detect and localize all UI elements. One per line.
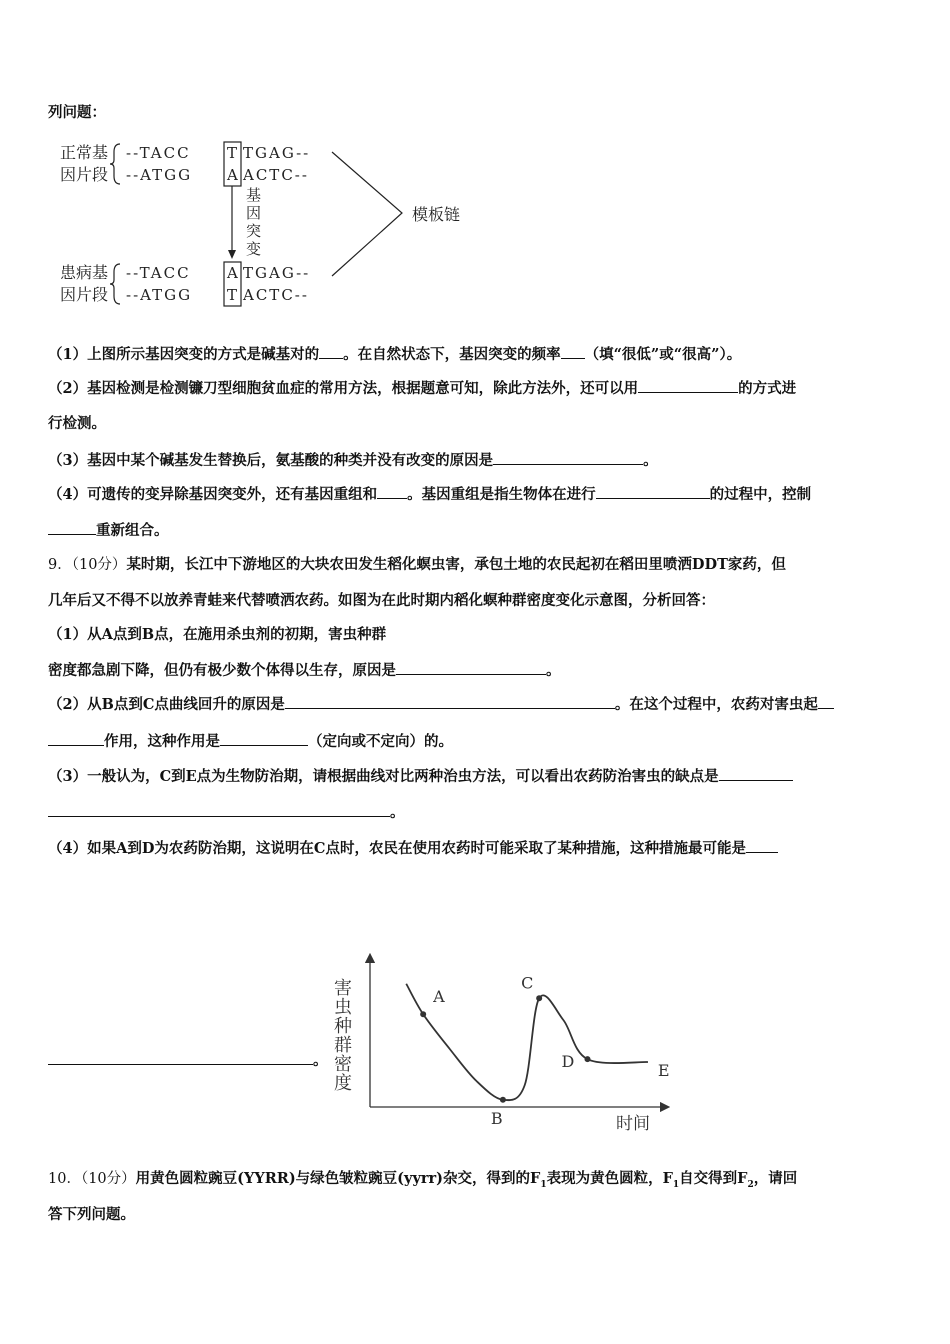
- blank[interactable]: [319, 344, 343, 359]
- disease-label-2: 因片段: [60, 285, 109, 304]
- disease-top-tail: TGAG--: [243, 264, 311, 282]
- template-pointer: [332, 152, 402, 276]
- q9-stem-line1: 9．（10分）某时期，长江中下游地区的大块农田发生稻化螟虫害，承包土地的农民起初在稻田里喷洒DDT家药，但: [48, 556, 786, 573]
- q9-part4: （4）如果A到D为农药防治期，这说明在C点时，农民在使用农药时可能采取了某种措施，这种措施最可能是: [48, 838, 778, 859]
- blank[interactable]: [719, 766, 793, 781]
- q10-stem-line1: 10．（10分）用黄色圆粒豌豆(YYRR)与绿色皱粒豌豆(yyrr)杂交，得到的$F_1$表现为黄色圆粒，$F_1$自交得到$F_2$，请回: [48, 1170, 798, 1190]
- point-label-e: E: [657, 1061, 670, 1081]
- point-label-a: A: [433, 987, 445, 1007]
- pest-density-chart: [330, 952, 670, 1137]
- q8-part1: （1）上图所示基因突变的方式是碱基对的 。在自然状态下，基因突变的频率 （填“很低”或“很高”）。: [48, 346, 742, 363]
- blank[interactable]: [638, 378, 738, 393]
- disease-top-box-base: A: [227, 264, 240, 282]
- disease-bottom-tail: ACTC--: [243, 286, 309, 304]
- normal-top-strand: --TACC: [126, 144, 191, 162]
- template-label: 模板链: [412, 205, 461, 224]
- point-label-c: C: [521, 973, 534, 993]
- q9-part3-cont: 。: [48, 802, 405, 823]
- point-label-b: B: [490, 1108, 503, 1128]
- q10-stem-line2: 答下列问题。: [48, 1206, 135, 1223]
- q8-part3: （3）基因中某个碱基发生替换后，氨基酸的种类并没有改变的原因是 。: [48, 452, 658, 469]
- normal-bottom-box-base: A: [227, 166, 240, 184]
- y-axis-label-char: 害: [334, 978, 352, 999]
- normal-bottom-tail: ACTC--: [243, 166, 309, 184]
- normal-label-1: 正常基: [60, 143, 109, 162]
- blank[interactable]: [48, 520, 96, 535]
- q9-part2: （2）从B点到C点曲线回升的原因是 。在这个过程中，农药对害虫起: [48, 694, 834, 715]
- mutation-char-2: 因: [246, 204, 262, 222]
- q9-part2-cont: 作用，这种作用是 （定向或不定向）的。: [48, 731, 453, 752]
- y-axis-label-char: 虫: [334, 997, 352, 1018]
- x-axis-label: 时间: [616, 1114, 650, 1134]
- blank[interactable]: [396, 660, 546, 675]
- blank[interactable]: [561, 344, 585, 359]
- intro-text: 列问题：: [48, 104, 106, 121]
- disease-top-strand: --TACC: [126, 264, 191, 282]
- q9-stem-line2: 几年后又不得不以放养青蛙来代替喷洒农药。如图为在此时期内稻化螟种群密度变化示意图，分析回答：: [48, 592, 715, 609]
- disease-bottom-box-base: T: [227, 286, 240, 304]
- q9-part4-cont: 。: [48, 1050, 328, 1071]
- blank[interactable]: [48, 731, 104, 746]
- normal-bottom-strand: --ATGG: [126, 166, 193, 184]
- blank[interactable]: [596, 484, 710, 499]
- y-axis-label-char: 密: [334, 1054, 352, 1075]
- mutation-char-4: 变: [246, 240, 262, 258]
- y-axis-label-char: 群: [334, 1035, 352, 1056]
- q9-part1: （1）从A点到B点，在施用杀虫剂的初期，害虫种群: [48, 626, 387, 643]
- point-b: [500, 1097, 506, 1103]
- blank[interactable]: [220, 731, 308, 746]
- blank[interactable]: [818, 694, 834, 709]
- blank[interactable]: [48, 1050, 313, 1065]
- q8-part4: （4）可遗传的变异除基因突变外，还有基因重组和 。基因重组是指生物体在进行 的过程中，控制: [48, 486, 812, 503]
- blank[interactable]: [746, 838, 778, 853]
- dna-mutation-figure: [50, 138, 490, 310]
- normal-label-2: 因片段: [60, 165, 109, 184]
- mutation-char-3: 突: [246, 222, 262, 240]
- blank[interactable]: [377, 484, 407, 499]
- point-d: [585, 1056, 591, 1062]
- normal-top-box-base: T: [227, 144, 240, 162]
- point-c: [536, 995, 542, 1001]
- q8-part4-cont: 重新组合。: [48, 520, 169, 541]
- q8-part2: （2）基因检测是检测镰刀型细胞贫血症的常用方法，根据题意可知，除此方法外，还可以用 的方式进: [48, 380, 797, 397]
- normal-top-tail: TGAG--: [243, 144, 311, 162]
- blank[interactable]: [48, 802, 390, 817]
- q9-part1-cont: 密度都急剧下降，但仍有极少数个体得以生存，原因是 。: [48, 662, 561, 679]
- blank[interactable]: [493, 450, 643, 465]
- mutation-char-1: 基: [246, 186, 262, 204]
- q8-part2-cont: 行检测。: [48, 415, 106, 432]
- y-axis-label-char: 种: [334, 1016, 352, 1037]
- point-a: [420, 1011, 426, 1017]
- point-label-d: D: [561, 1052, 575, 1072]
- blank[interactable]: [285, 694, 615, 709]
- disease-label-1: 患病基: [60, 263, 109, 282]
- q9-part3: （3）一般认为，C到E点为生物防治期，请根据曲线对比两种治虫方法，可以看出农药防治害虫的缺点是: [48, 766, 793, 787]
- disease-bottom-strand: --ATGG: [126, 286, 193, 304]
- y-axis-label-char: 度: [334, 1073, 352, 1094]
